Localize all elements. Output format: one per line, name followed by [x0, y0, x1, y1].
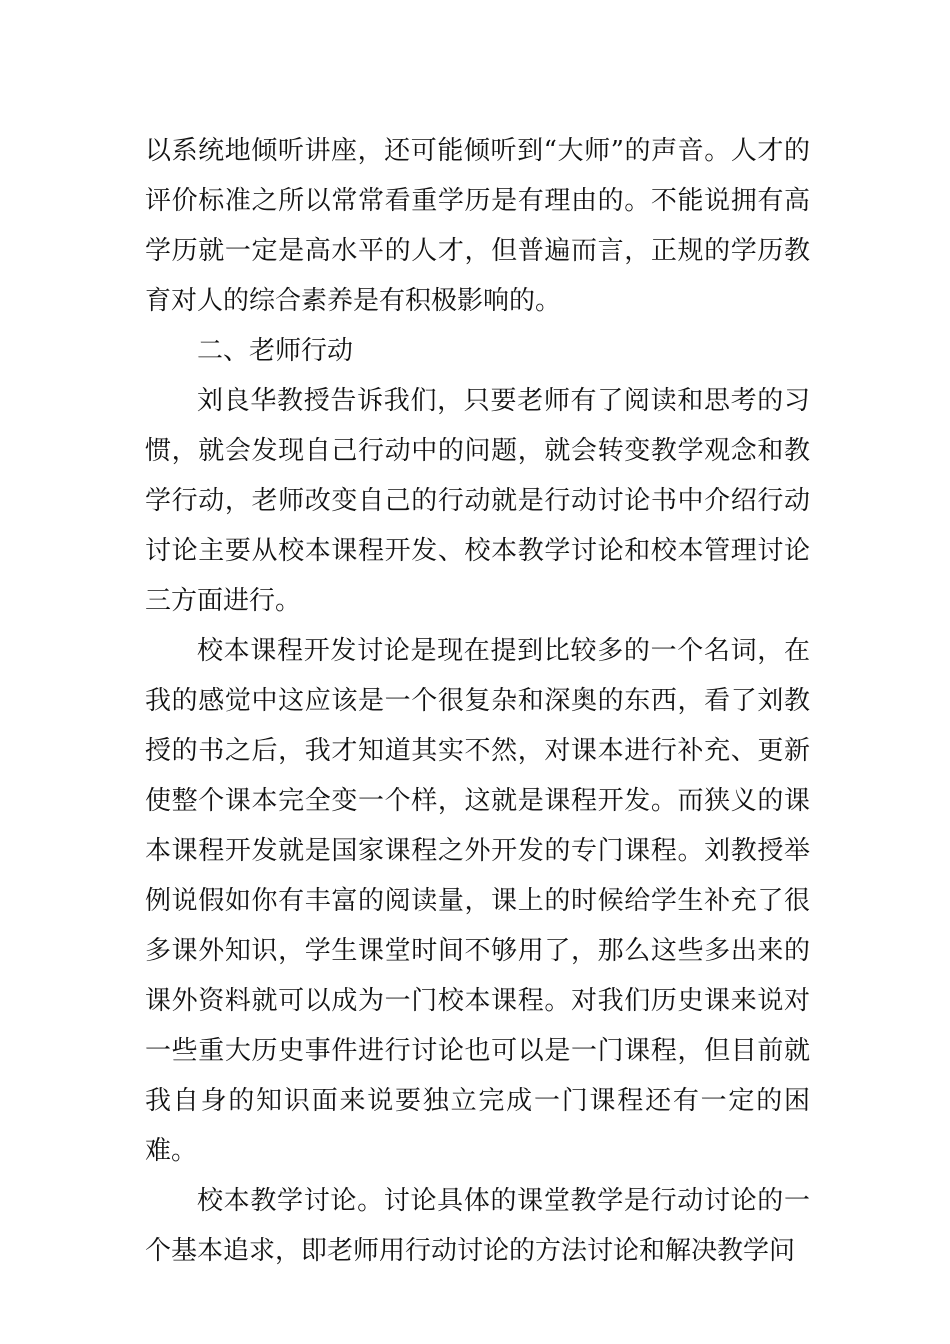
section-heading: 二、老师行动	[197, 336, 354, 366]
document-body	[145, 126, 810, 1276]
paragraph: 校本课程开发讨论是现在提到比较多的一个名词，在我的感觉中这应该是一个很复杂和深奥的东西，看了刘教授的书之后，我才知道其实不然，对课本进行补充、更新使整个课本完全变一个样，这就是课程开发。而狭义的课本课程开发就是国家课程之外开发的专门课程。刘教授举例说假如你有丰富的阅读量，课上的时候给学生补充了很多课外知识，学生课堂时间不够用了，那么这些多出来的课外资料就可以成为一门校本课程。对我们历史课来说对一些重大历史事件进行讨论也可以是一门课程，但目前就我自身的知识面来说要独立完成一门课程还有一定的困难。	[145, 636, 810, 1166]
paragraph-continuation: 以系统地倾听讲座，还可能倾听到“大师”的声音。人才的评价标准之所以常常看重学历是有理由的。不能说拥有高学历就一定是高水平的人才，但普遍而言，正规的学历教育对人的综合素养是有积极影响的。	[145, 136, 810, 316]
paragraph: 校本教学讨论。讨论具体的课堂教学是行动讨论的一个基本追求，即老师用行动讨论的方法讨论和解决教学问	[145, 1186, 810, 1266]
paragraph: 刘良华教授告诉我们，只要老师有了阅读和思考的习惯，就会发现自己行动中的问题，就会转变教学观念和教学行动，老师改变自己的行动就是行动讨论书中介绍行动讨论主要从校本课程开发、校本教学讨论和校本管理讨论三方面进行。	[145, 386, 810, 616]
